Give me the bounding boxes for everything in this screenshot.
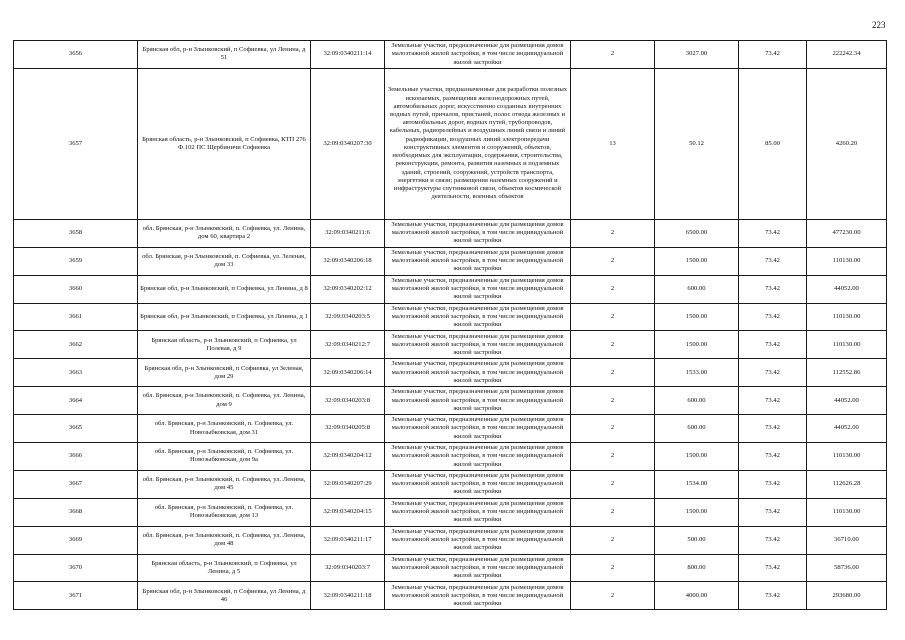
- cadastral-value-cell: 110130.00: [807, 498, 887, 526]
- specific-value-cell: 85.00: [739, 68, 807, 219]
- table-row: [14, 415, 887, 443]
- land-use-cell: Земельные участки, предназначенные для размещения домов малоэтажной жилой застройки, в том числе индивидуальной жилой застройки: [385, 303, 571, 331]
- cadastral-value-cell: 110130.00: [807, 331, 887, 359]
- specific-value-cell: 73.42: [739, 359, 807, 387]
- cadastral-number-cell: 32:09:0340212:7: [311, 331, 385, 359]
- area-cell: 500.00: [655, 526, 739, 554]
- address-cell: Брянская область, р-н Злынковский, п Софиевка, ул Ленина, д 5: [138, 554, 311, 582]
- record-number-cell: 3669: [14, 526, 138, 554]
- area-cell: 800.00: [655, 554, 739, 582]
- cadastral-number-cell: 32:09:0340211:17: [311, 526, 385, 554]
- cadastral-number-cell: 32:09:0340204:12: [311, 443, 385, 471]
- area-cell: 4000.00: [655, 582, 739, 610]
- category-code-cell: 13: [571, 68, 655, 219]
- category-code-cell: 2: [571, 275, 655, 303]
- address-cell: обл. Брянская, р-н Злынковский, п. Софиевка, ул. Ленина, дом 9: [138, 387, 311, 415]
- category-code-cell: 2: [571, 498, 655, 526]
- cadastral-number-cell: 32:09:0340211:18: [311, 582, 385, 610]
- category-code-cell: 2: [571, 526, 655, 554]
- area-cell: 1534.00: [655, 470, 739, 498]
- record-number-cell: 3661: [14, 303, 138, 331]
- table-row: [14, 526, 887, 554]
- address-cell: Брянская обл, р-н Злынковский, п Софиевка, ул Зеленая, дом 29: [138, 359, 311, 387]
- address-cell: обл. Брянская, р-н Злынковский, п. Софиевка, ул. Ленина, дом 60, квартира 2: [138, 219, 311, 247]
- specific-value-cell: 73.42: [739, 526, 807, 554]
- table-row: [14, 387, 887, 415]
- table-row: [14, 359, 887, 387]
- specific-value-cell: 73.42: [739, 554, 807, 582]
- specific-value-cell: 73.42: [739, 498, 807, 526]
- cadastral-number-cell: 32:09:0340211:6: [311, 219, 385, 247]
- record-number-cell: 3656: [14, 41, 138, 69]
- land-use-cell: Земельные участки, предназначенные для размещения домов малоэтажной жилой застройки, в том числе индивидуальной жилой застройки: [385, 331, 571, 359]
- land-use-cell: Земельные участки, предназначенные для размещения домов малоэтажной жилой застройки, в том числе индивидуальной жилой застройки: [385, 219, 571, 247]
- cadastral-number-cell: 32:09:0340206:14: [311, 359, 385, 387]
- category-code-cell: 2: [571, 582, 655, 610]
- specific-value-cell: 73.42: [739, 275, 807, 303]
- area-cell: 1500.00: [655, 443, 739, 471]
- area-cell: 1500.00: [655, 498, 739, 526]
- cadastral-number-cell: 32:09:0340203:5: [311, 303, 385, 331]
- address-cell: Брянская область, р-н Злынковский, п Софиевка, ул Полевая, д 9: [138, 331, 311, 359]
- land-use-cell: Земельные участки, предназначенные для размещения домов малоэтажной жилой застройки, в том числе индивидуальной жилой застройки: [385, 582, 571, 610]
- cadastral-number-cell: 32:09:0340202:12: [311, 275, 385, 303]
- table-row: [14, 443, 887, 471]
- specific-value-cell: 73.42: [739, 247, 807, 275]
- record-number-cell: 3664: [14, 387, 138, 415]
- specific-value-cell: 73.42: [739, 582, 807, 610]
- cadastral-number-cell: 32:09:0340207:29: [311, 470, 385, 498]
- address-cell: Брянская область, р-н Злынковский, п Софиевка, КТП 276 Ф.102 ПС Щербиничи Софиевка: [138, 68, 311, 219]
- category-code-cell: 2: [571, 443, 655, 471]
- address-cell: обл. Брянская, р-н Злынковский, п. Софиевка, ул. Новозыбковская, дом 9а: [138, 443, 311, 471]
- cadastral-number-cell: 32:09:0340206:18: [311, 247, 385, 275]
- record-number-cell: 3657: [14, 68, 138, 219]
- record-number-cell: 3658: [14, 219, 138, 247]
- land-use-cell: Земельные участки, предназначенные для размещения домов малоэтажной жилой застройки, в том числе индивидуальной жилой застройки: [385, 275, 571, 303]
- record-number-cell: 3659: [14, 247, 138, 275]
- specific-value-cell: 73.42: [739, 443, 807, 471]
- specific-value-cell: 73.42: [739, 303, 807, 331]
- cadastral-number-cell: 32:09:0340203:7: [311, 554, 385, 582]
- cadastral-number-cell: 32:09:0340205:8: [311, 415, 385, 443]
- table-body: [14, 41, 887, 610]
- cadastral-value-cell: 36710.00: [807, 526, 887, 554]
- category-code-cell: 2: [571, 41, 655, 69]
- category-code-cell: 2: [571, 219, 655, 247]
- record-number-cell: 3667: [14, 470, 138, 498]
- table-row: [14, 498, 887, 526]
- address-cell: Брянская обл, р-н Злынковский, п Софиевка, ул Ленина, д 46: [138, 582, 311, 610]
- table-row: [14, 554, 887, 582]
- land-use-cell: Земельные участки, предназначенные для размещения домов малоэтажной жилой застройки, в том числе индивидуальной жилой застройки: [385, 526, 571, 554]
- area-cell: 1500.00: [655, 303, 739, 331]
- cadastral-value-cell: 110130.00: [807, 443, 887, 471]
- record-number-cell: 3660: [14, 275, 138, 303]
- land-use-cell: Земельные участки, предназначенные для размещения домов малоэтажной жилой застройки, в том числе индивидуальной жилой застройки: [385, 470, 571, 498]
- land-use-cell: Земельные участки, предназначенные для размещения домов малоэтажной жилой застройки, в том числе индивидуальной жилой застройки: [385, 554, 571, 582]
- table-row: [14, 470, 887, 498]
- cadastral-value-cell: 44052.00: [807, 275, 887, 303]
- cadastral-value-cell: 44052.00: [807, 415, 887, 443]
- category-code-cell: 2: [571, 470, 655, 498]
- record-number-cell: 3662: [14, 331, 138, 359]
- specific-value-cell: 73.42: [739, 470, 807, 498]
- address-cell: обл. Брянская, р-н Злынковский, п. Софиевка, ул. Новозыбковская, дом 13: [138, 498, 311, 526]
- cadastral-value-cell: 110130.00: [807, 303, 887, 331]
- record-number-cell: 3668: [14, 498, 138, 526]
- record-number-cell: 3663: [14, 359, 138, 387]
- cadastral-number-cell: 32:09:0340211:14: [311, 41, 385, 69]
- category-code-cell: 2: [571, 554, 655, 582]
- cadastral-value-cell: 477230.00: [807, 219, 887, 247]
- table-row: [14, 247, 887, 275]
- area-cell: 1533.00: [655, 359, 739, 387]
- area-cell: 600.00: [655, 415, 739, 443]
- cadastral-value-cell: 112552.86: [807, 359, 887, 387]
- cadastral-value-cell: 44052.00: [807, 387, 887, 415]
- area-cell: 600.00: [655, 387, 739, 415]
- area-cell: 50.12: [655, 68, 739, 219]
- address-cell: Брянская обл, р-н Злынковский, п Софиевка, ул Ленина, д 51: [138, 41, 311, 69]
- cadastral-value-cell: 112626.28: [807, 470, 887, 498]
- land-use-cell: Земельные участки, предназначенные для размещения домов малоэтажной жилой застройки, в том числе индивидуальной жилой застройки: [385, 247, 571, 275]
- category-code-cell: 2: [571, 247, 655, 275]
- cadastral-value-cell: 58736.00: [807, 554, 887, 582]
- address-cell: обл. Брянская, р-н Злынковский, п. Софиевка, ул. Ленина, дом 48: [138, 526, 311, 554]
- specific-value-cell: 73.42: [739, 219, 807, 247]
- category-code-cell: 2: [571, 415, 655, 443]
- record-number-cell: 3665: [14, 415, 138, 443]
- land-use-cell: Земельные участки, предназначенные для размещения домов малоэтажной жилой застройки, в том числе индивидуальной жилой застройки: [385, 443, 571, 471]
- specific-value-cell: 73.42: [739, 41, 807, 69]
- table-row: [14, 219, 887, 247]
- table-row: [14, 582, 887, 610]
- address-cell: обл. Брянская, р-н Злынковский, п. Софиевка, ул. Зеленая, дом 33: [138, 247, 311, 275]
- specific-value-cell: 73.42: [739, 415, 807, 443]
- table-row: [14, 331, 887, 359]
- specific-value-cell: 73.42: [739, 331, 807, 359]
- record-number-cell: 3670: [14, 554, 138, 582]
- land-use-cell: Земельные участки, предназначенные для размещения домов малоэтажной жилой застройки, в том числе индивидуальной жилой застройки: [385, 41, 571, 69]
- area-cell: 1500.00: [655, 331, 739, 359]
- land-use-cell: Земельные участки, предназначенные для размещения домов малоэтажной жилой застройки, в том числе индивидуальной жилой застройки: [385, 359, 571, 387]
- land-use-cell: Земельные участки, предназначенные для размещения домов малоэтажной жилой застройки, в том числе индивидуальной жилой застройки: [385, 387, 571, 415]
- cadastral-number-cell: 32:09:0340204:15: [311, 498, 385, 526]
- specific-value-cell: 73.42: [739, 387, 807, 415]
- category-code-cell: 2: [571, 359, 655, 387]
- area-cell: 1500.00: [655, 247, 739, 275]
- cadastral-number-cell: 32:09:0340203:8: [311, 387, 385, 415]
- cadastral-value-cell: 293680.00: [807, 582, 887, 610]
- area-cell: 600.00: [655, 275, 739, 303]
- category-code-cell: 2: [571, 387, 655, 415]
- table-row: [14, 41, 887, 69]
- address-cell: Брянская обл, р-н Злынковский, п Софиевка, ул Ленина, д 8: [138, 275, 311, 303]
- page-number: 223: [872, 20, 886, 30]
- land-use-cell: Земельные участки, предназначенные для размещения домов малоэтажной жилой застройки, в том числе индивидуальной жилой застройки: [385, 498, 571, 526]
- area-cell: 3027.00: [655, 41, 739, 69]
- cadastral-value-cell: 4260.20: [807, 68, 887, 219]
- address-cell: обл. Брянская, р-н Злынковский, п. Софиевка, ул. Ленина, дом 45: [138, 470, 311, 498]
- land-use-cell: Земельные участки, предназначенные для размещения домов малоэтажной жилой застройки, в том числе индивидуальной жилой застройки: [385, 415, 571, 443]
- category-code-cell: 2: [571, 303, 655, 331]
- cadastral-number-cell: 32:09:0340207:30: [311, 68, 385, 219]
- record-number-cell: 3671: [14, 582, 138, 610]
- address-cell: Брянская обл, р-н Злынковский, п Софиевка, ул Ленина, д 1: [138, 303, 311, 331]
- cadastral-value-cell: 110130.00: [807, 247, 887, 275]
- record-number-cell: 3666: [14, 443, 138, 471]
- table-row: [14, 303, 887, 331]
- land-registry-table: [13, 40, 887, 610]
- area-cell: 6500.00: [655, 219, 739, 247]
- table-row: [14, 275, 887, 303]
- land-use-cell: Земельные участки, предназначенные для разработки полезных ископаемых, размещения железнодорожных путей, автомобильных дорог, искусственно созданных внутренних водных путей, причалов, пристаней, полос отвода железных и автомобильных дорог, водных путей, трубопроводов, кабельных, радиорелейных и воздушных линий связи и линий радиофикации, воздушных линий электропередачи конструктивных элементов и сооружений, объектов, необходимых для эксплуатации, содержания, строительства, реконструкции, ремонта, развития наземных и подземных зданий, строений, сооружений, устройств транспорта, энергетики и связи; размещения наземных сооружений и инфраструктуры спутниковой связи, объектов космической деятельности, военных объектов: [385, 68, 571, 219]
- cadastral-value-cell: 222242.34: [807, 41, 887, 69]
- table-row: [14, 68, 887, 219]
- category-code-cell: 2: [571, 331, 655, 359]
- address-cell: обл. Брянская, р-н Злынковский, п. Софиевка, ул. Новозыбковская, дом 31: [138, 415, 311, 443]
